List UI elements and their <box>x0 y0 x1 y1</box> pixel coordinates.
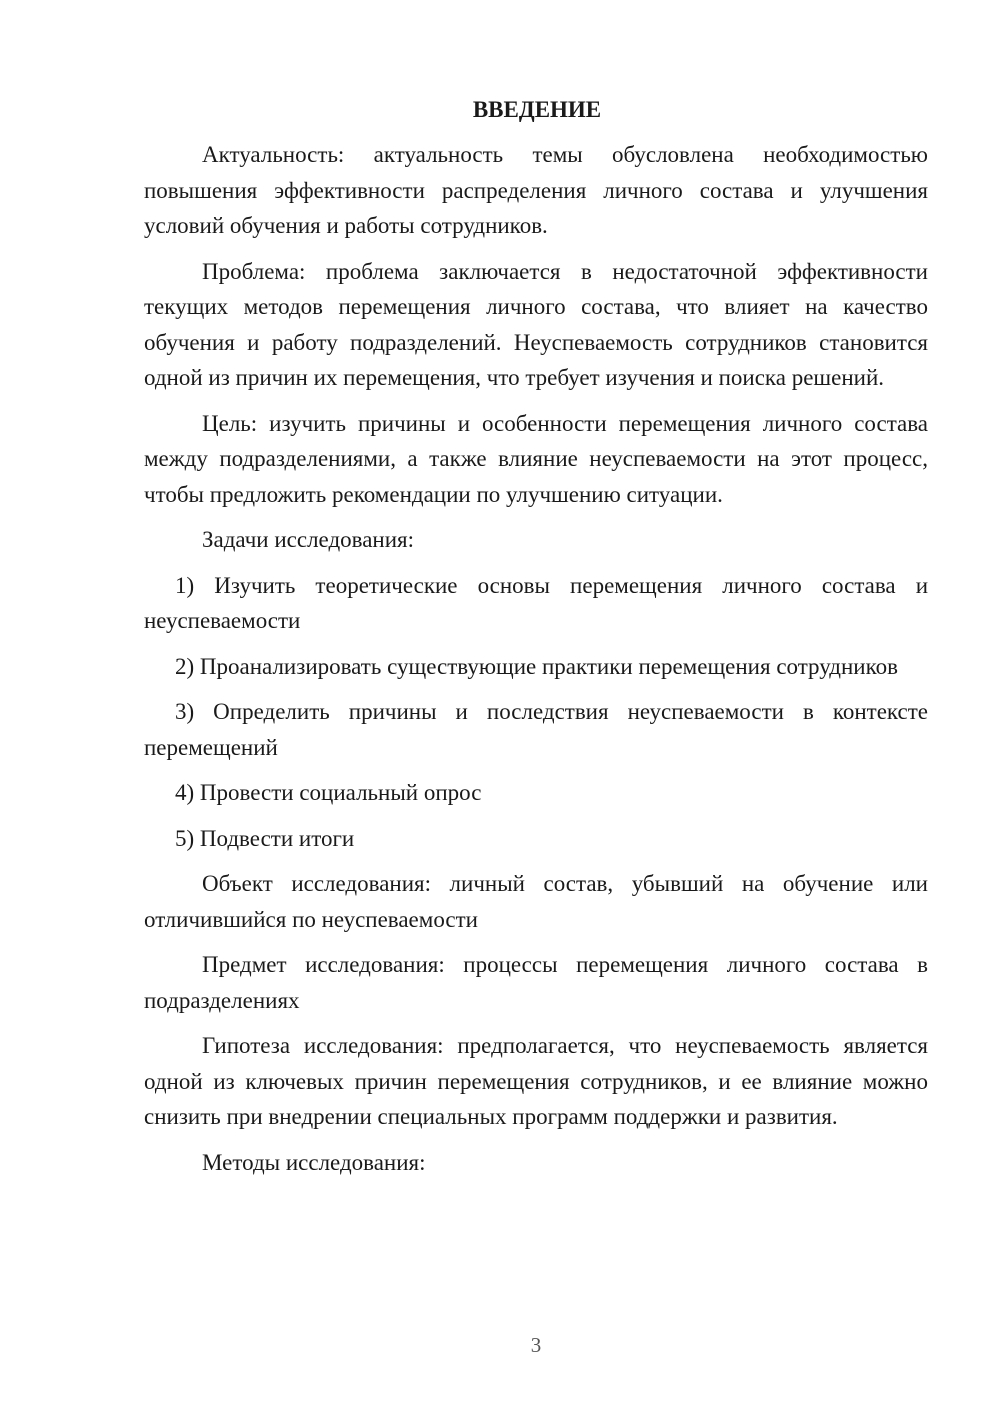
task-item-4: 4) Провести социальный опрос <box>175 780 482 805</box>
goal-paragraph: Цель: изучить причины и особенности перемещения личного состава между подразделениями, а также влияние неуспеваемости на этот процесс, чтобы предложить рекомендации по улучшению ситуации. <box>144 410 928 507</box>
section-title: ВВЕДЕНИЕ <box>472 97 602 122</box>
page-content <box>144 92 928 1190</box>
tasks-heading: Задачи исследования: <box>202 527 415 552</box>
problem-paragraph: Проблема: проблема заключается в недостаточной эффективности текущих методов перемещения личного состава, что влияет на качество обучения и работу подразделений. Неуспеваемость сотрудников становится одной из причин их перемещения, что требует изучения и поиска решений. <box>144 258 928 390</box>
hypothesis-paragraph: Гипотеза исследования: предполагается, что неуспеваемость является одной из ключевых причин перемещения сотрудников, и ее влияние можно снизить при внедрении специальных программ поддержки и развития. <box>144 1033 928 1129</box>
task-item-2: 2) Проанализировать существующие практики перемещения сотрудников <box>175 653 898 679</box>
task-item-3: 3) Определить причины и последствия неуспеваемости в контексте перемещений <box>144 699 928 760</box>
object-paragraph: Объект исследования: личный состав, убывший на обучение или отличившийся по неуспеваемости <box>144 871 928 932</box>
page-number: 3 <box>530 1333 542 1357</box>
methods-heading: Методы исследования: <box>202 1149 426 1175</box>
task-item-1: 1) Изучить теоретические основы перемещения личного состава и неуспеваемости <box>144 572 928 633</box>
task-item-5: 5) Подвести итоги <box>175 825 355 851</box>
subject-paragraph: Предмет исследования: процессы перемещения личного состава в подразделениях <box>144 952 928 1013</box>
relevance-paragraph: Актуальность: актуальность темы обусловлена необходимостью повышения эффективности распределения личного состава и улучшения условий обучения и работы сотрудников. <box>144 142 928 238</box>
